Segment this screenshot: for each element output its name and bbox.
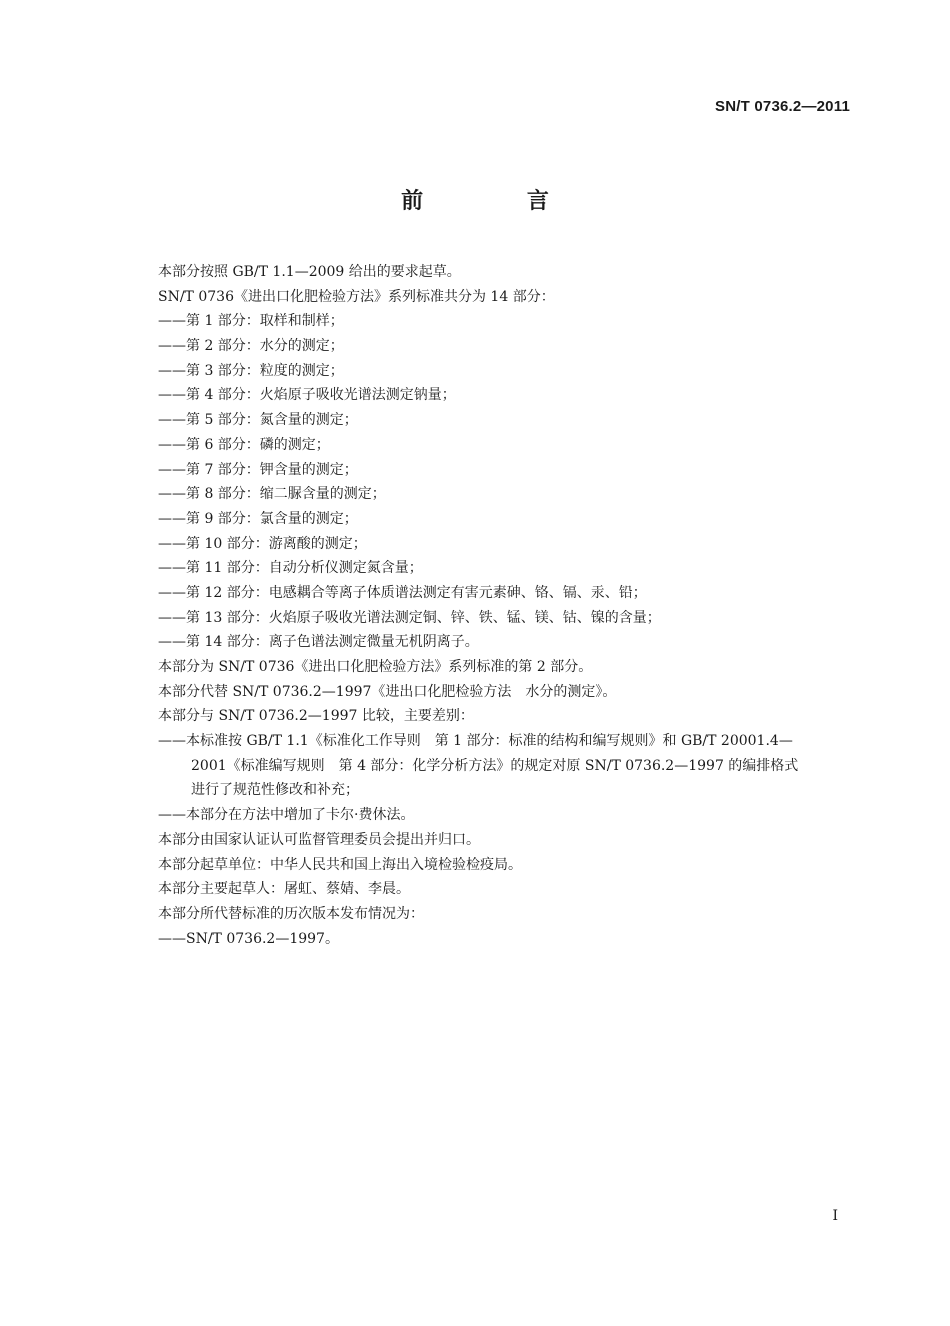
list-item: ——第 13 部分：火焰原子吸收光谱法测定铜、锌、铁、锰、镁、钴、镍的含量； bbox=[158, 609, 661, 626]
list-item: ——第 8 部分：缩二脲含量的测定； bbox=[158, 486, 386, 503]
list-item: ——第 6 部分：磷的测定； bbox=[158, 436, 330, 453]
paragraph-line: 本部分代替 SN/T 0736.2—1997《进出口化肥检验方法 水分的测定》。 bbox=[158, 683, 617, 700]
paragraph-line: 本部分与 SN/T 0736.2—1997 比较，主要差别： bbox=[158, 708, 474, 725]
list-item: ——第 11 部分：自动分析仪测定氮含量； bbox=[158, 560, 423, 577]
list-item: ——第 4 部分：火焰原子吸收光谱法测定钠量； bbox=[158, 387, 456, 404]
list-item: ——第 3 部分：粒度的测定； bbox=[158, 362, 344, 379]
list-item: ——第 14 部分：离子色谱法测定微量无机阴离子。 bbox=[158, 634, 479, 651]
list-item-continuation: 进行了规范性修改和补充； bbox=[191, 782, 359, 799]
list-item: ——第 1 部分：取样和制样； bbox=[158, 313, 344, 330]
list-item: ——第 7 部分：钾含量的测定； bbox=[158, 461, 358, 478]
list-item: ——第 10 部分：游离酸的测定； bbox=[158, 535, 367, 552]
list-item: ——第 12 部分：电感耦合等离子体质谱法测定有害元素砷、铬、镉、汞、铅； bbox=[158, 584, 647, 601]
list-item: ——本部分在方法中增加了卡尔·费休法。 bbox=[158, 807, 415, 824]
page-number: I bbox=[832, 1208, 838, 1224]
standard-code: SN/T 0736.2—2011 bbox=[715, 98, 850, 115]
list-item: ——第 9 部分：氯含量的测定； bbox=[158, 510, 358, 527]
paragraph-line: 本部分主要起草人：屠虹、蔡婧、李晨。 bbox=[158, 881, 410, 898]
paragraph-line: SN/T 0736《进出口化肥检验方法》系列标准共分为 14 部分： bbox=[158, 288, 555, 305]
paragraph-line: 本部分所代替标准的历次版本发布情况为： bbox=[158, 905, 424, 922]
foreword-body bbox=[158, 260, 858, 951]
paragraph-line: 本部分起草单位：中华人民共和国上海出入境检验检疫局。 bbox=[158, 856, 522, 873]
list-item: ——第 2 部分：水分的测定； bbox=[158, 338, 344, 355]
list-item: ——第 5 部分：氮含量的测定； bbox=[158, 412, 358, 429]
paragraph-line: 本部分由国家认证认可监督管理委员会提出并归口。 bbox=[158, 831, 480, 848]
paragraph-line: 本部分按照 GB/T 1.1—2009 给出的要求起草。 bbox=[158, 264, 461, 280]
list-item: ——本标准按 GB/T 1.1《标准化工作导则 第 1 部分：标准的结构和编写规则》和 GB/T 20001.4— bbox=[158, 733, 793, 750]
list-item-continuation: 2001《标准编写规则 第 4 部分：化学分析方法》的规定对原 SN/T 0736.2—1997 的编排格式 bbox=[191, 757, 799, 774]
page-title: 前 言 bbox=[401, 189, 597, 214]
list-item: ——SN/T 0736.2—1997。 bbox=[158, 930, 339, 947]
paragraph-line: 本部分为 SN/T 0736《进出口化肥检验方法》系列标准的第 2 部分。 bbox=[158, 659, 593, 675]
